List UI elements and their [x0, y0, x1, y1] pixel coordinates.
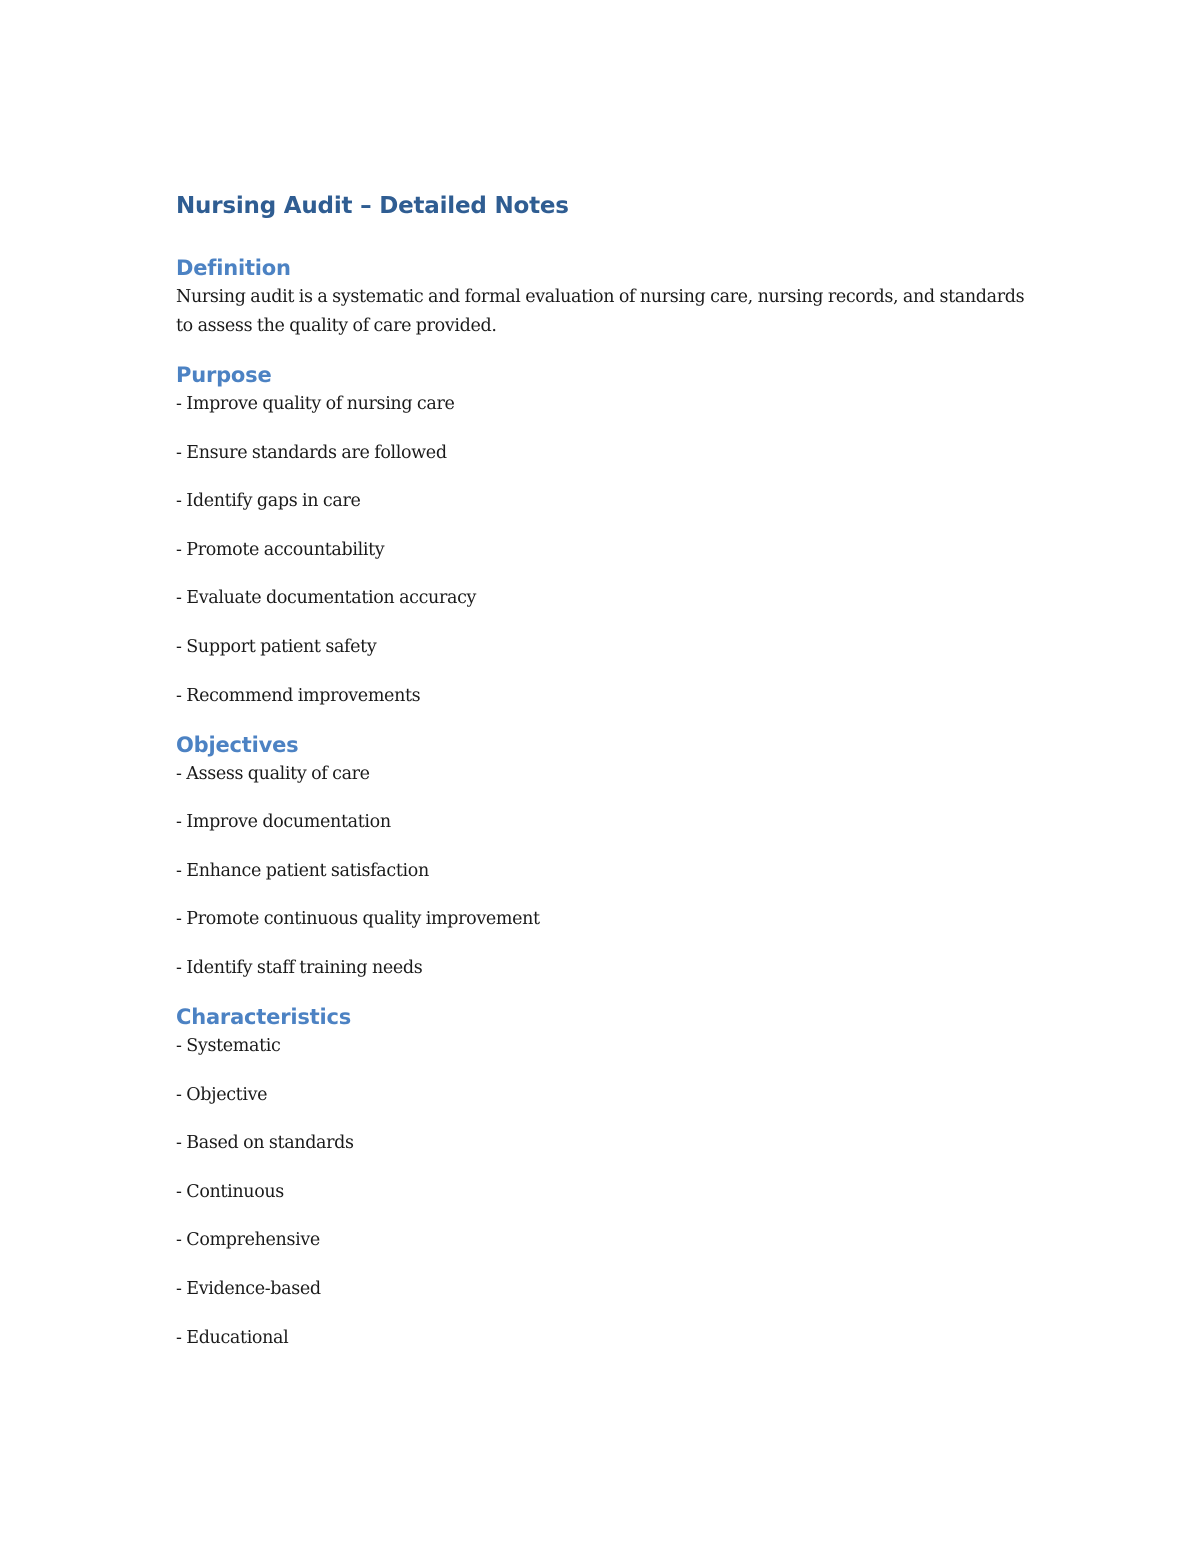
- section-objectives: [176, 730, 1036, 983]
- characteristics-list: [176, 1032, 1036, 1353]
- list-item: - Evaluate documentation accuracy: [176, 588, 477, 609]
- list-item: - Promote continuous quality improvement: [176, 909, 540, 930]
- section-definition: [176, 253, 1036, 341]
- list-item: - Objective: [176, 1084, 268, 1105]
- list-item: - Evidence-based: [176, 1278, 321, 1299]
- list-item: - Assess quality of care: [176, 763, 370, 784]
- list-item: - Identify staff training needs: [176, 957, 423, 978]
- section-purpose: [176, 360, 1036, 711]
- section-heading-characteristics: Characteristics: [176, 1004, 352, 1029]
- list-item: - Improve quality of nursing care: [176, 394, 455, 414]
- list-item: - Identify gaps in care: [176, 491, 361, 512]
- list-item: - Educational: [176, 1327, 289, 1348]
- list-item: - Based on standards: [176, 1133, 354, 1154]
- purpose-list: [176, 390, 1036, 711]
- list-item: - Enhance patient satisfaction: [176, 860, 429, 881]
- document-content: [176, 190, 1036, 1372]
- list-item: - Systematic: [176, 1035, 281, 1056]
- list-item: - Improve documentation: [176, 812, 391, 833]
- list-item: - Support patient safety: [176, 636, 377, 657]
- list-item: - Continuous: [176, 1181, 284, 1202]
- list-item: - Recommend improvements: [176, 685, 421, 706]
- section-heading-objectives: Objectives: [176, 732, 299, 757]
- list-item: - Ensure standards are followed: [176, 442, 447, 463]
- definition-text: Nursing audit is a systematic and formal evaluation of nursing care, nursing records, and standards to assess the quality of care provided.: [176, 287, 1025, 336]
- list-item: - Comprehensive: [176, 1230, 320, 1251]
- list-item: - Promote accountability: [176, 539, 385, 560]
- section-heading-purpose: Purpose: [176, 363, 272, 387]
- objectives-list: [176, 760, 1036, 983]
- section-heading-definition: Definition: [176, 256, 291, 280]
- section-characteristics: [176, 1002, 1036, 1353]
- document-title: Nursing Audit – Detailed Notes: [176, 193, 569, 219]
